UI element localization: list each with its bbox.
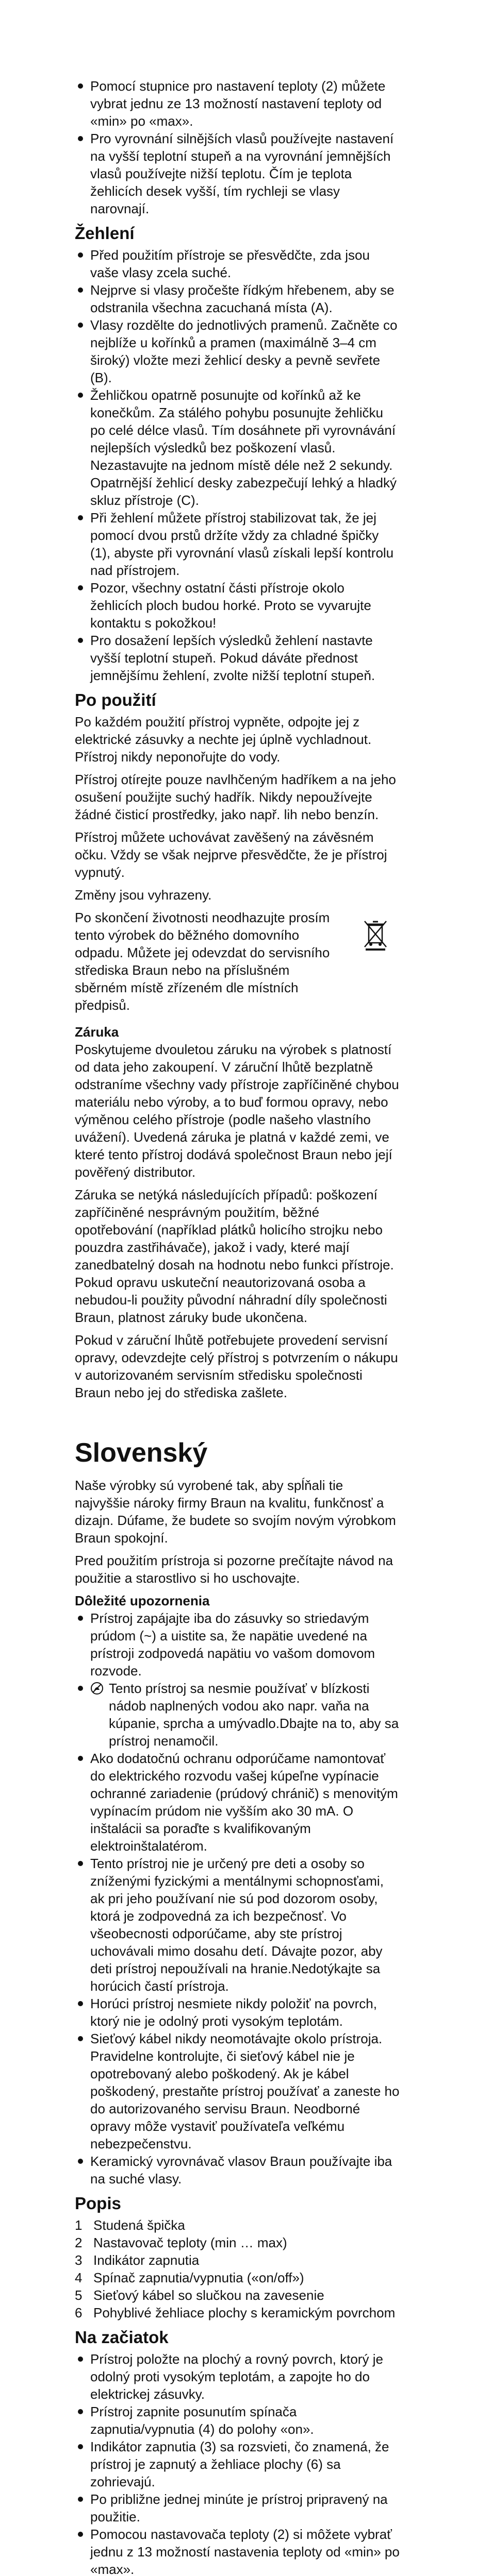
sk-cautions-list xyxy=(75,1609,400,2188)
slovak-section-title: Slovenský xyxy=(75,1438,208,1468)
paragraph: Záruka se netýká následujících případů: poškození zapříčiněné nesprávným použitím, běžné opotřebování (například plátků holicího strojku nebo pouzdra zastřihávače), jakož i vady, které mají zanedbatelný dosah na hodnotu nebo funkci přístroje. Pokud opravu uskuteční neautorizovaná osoba a nebudou-li použity původní náhradní díly společnosti Braun, platnost záruky bude ukončena. xyxy=(75,1187,394,1325)
item-text: Sieťový kábel so slučkou na zavesenie xyxy=(93,2287,324,2303)
item-text: Nastavovač teploty (min … max) xyxy=(93,2235,287,2250)
sk-description-list xyxy=(75,2216,400,2321)
list-item xyxy=(75,1680,400,1750)
item-number: 3 xyxy=(75,2252,83,2268)
paragraph: Po každém použití přístroj vypněte, odpojte jej z elektrické zásuvky a nechte jej úplně vychladnout. Přístroj nikdy neponořujte do vody. xyxy=(75,714,372,765)
item-text: Pohyblivé žehliace plochy s keramickým povrchom xyxy=(93,2305,396,2320)
list-item: Sieťový kábel nikdy neomotávajte okolo prístroja. Pravidelne kontrolujte, či sieťový kábel nie je opotrebovaný alebo poškodený. Ak je kábel poškodený, prestaňte prístroj používať a zaneste ho do autorizovaného servisu Braun. Neodborné opravy môže vystaviť používateľa veľkému nebezpečenstvu. xyxy=(75,2030,400,2153)
list-item: Keramický vyrovnávač vlasov Braun používajte iba na suché vlasy. xyxy=(75,2153,400,2188)
item-number: 4 xyxy=(75,2270,83,2285)
crossed-bin-icon xyxy=(362,919,389,951)
sk-getting-started-list xyxy=(75,2350,400,2576)
list-item: Vlasy rozdělte do jednotlivých pramenů. Začněte co nejblíže u kořínků a pramen (maximálně 3–4 cm široký) vložte mezi žehlicí desky a pevně sevřete (B). xyxy=(75,316,400,386)
list-item: Pozor, všechny ostatní části přístroje okolo žehlicích ploch budou horké. Proto se vyvarujte kontaktu s pokožkou! xyxy=(75,579,400,632)
cz-warranty-heading: Záruka xyxy=(75,1024,119,1040)
list-item: Pro dosažení lepších výsledků žehlení nastavte vyšší teplotní stupeň. Pokud dáváte přednost jemnějšímu žehlení, zvolte nižší teplotní stupeň. xyxy=(75,632,400,684)
paragraph: Naše výrobky sú vyrobené tak, aby spĺňali tie najvyššie nároky firmy Braun na kvalitu, funkčnosť a dizajn. Dúfame, že budete so svojím novým výrobkom Braun spokojní. xyxy=(75,1478,396,1546)
list-item: Pro vyrovnání silnějších vlasů používejte nastavení na vyšší teplotní stupeň a na vyrovnání jemnějších vlasů používejte nižší teplotu. Čím je teplota žehlicích desek vyšší, tím rychleji se vlasy narovnají. xyxy=(75,130,400,217)
cz-ironing-list xyxy=(75,246,400,684)
item-number: 5 xyxy=(75,2287,83,2303)
paragraph: Poskytujeme dvouletou záruku na výrobek s platností od data jeho zakoupení. V záruční lhůtě bezplatně odstraníme všechny vady přístroje zapříčiněné chybou materiálu nebo výroby, a to buď formou opravy, nebo výměnou celého přístroje (podle našeho vlastního uvážení). Uvedená záruka je platná v každé zemi, ve které tento přístroj dodává společnost Braun nebo její pověřený distributor. xyxy=(75,1042,399,1180)
paragraph: Pokud v záruční lhůtě potřebujete provedení servisní opravy, odevzdejte celý přístroj s potvrzením o nákupu v autorizovaném servisním středisku společnosti Braun nebo jej do střediska zašlete. xyxy=(75,1332,398,1400)
no-water-warning-icon xyxy=(90,1682,104,1695)
list-item xyxy=(75,2304,400,2321)
list-item: Před použitím přístroje se přesvědčte, zda jsou vaše vlasy zcela suché. xyxy=(75,246,400,281)
list-item: Prístroj zapájajte iba do zásuvky so striedavým prúdom (~) a uistite sa, že napätie uvedené na prístroji zodpovedá napätiu vo vašom domovom rozvode. xyxy=(75,1609,400,1680)
list-item: Pomocí stupnice pro nastavení teploty (2) můžete vybrat jednu ze 13 možností nastavení teploty od «min» po «max». xyxy=(75,77,400,130)
paragraph: Přístroj můžete uchovávat zavěšený na závěsném očku. Vždy se však nejprve přesvědčte, že je přístroj vypnutý. xyxy=(75,829,387,880)
warning-text: Tento prístroj sa nesmie používať v blízkosti nádob naplnených vodou ako napr. vaňa na kúpanie, sprcha a umývadlo.Dbajte na to, aby sa prístroj nenamočil. xyxy=(109,1681,399,1749)
list-item: Žehličkou opatrně posunujte od kořínků až ke konečkům. Za stálého pohybu posunujte žehličku po celé délce vlasů. Tím dosáhnete při vyrovnávání nejlepších výsledků bez poškození vlasů. Nezastavujte na jednom místě déle než 2 sekundy. Opatrnější žehlicí desky zabezpečují lehký a hladký skluz přístroje (C). xyxy=(75,386,400,509)
cz-top-list xyxy=(75,77,400,217)
list-item: Při žehlení můžete přístroj stabilizovat tak, že jej pomocí dvou prstů držíte vždy za chladné špičky (1), abyste při vyrovnání vlasů získali lepší kontrolu nad přístrojem. xyxy=(75,509,400,579)
list-item xyxy=(75,2286,400,2304)
list-item: Nejprve si vlasy pročešte řídkým hřebenem, aby se odstranila všechna zacuchaná místa (A). xyxy=(75,281,400,316)
text-column xyxy=(75,77,400,2576)
item-number: 1 xyxy=(75,2217,83,2233)
list-item xyxy=(75,2251,400,2269)
cz-after-use-heading: Po použití xyxy=(75,690,156,709)
item-text: Spínač zapnutia/vypnutia («on/off») xyxy=(93,2270,304,2285)
sk-cautions-heading: Dôležité upozornenia xyxy=(75,1593,210,1608)
list-item: Tento prístroj nie je určený pre deti a osoby so zníženými fyzickými a mentálnymi schopnosťami, ak pri jeho používaní nie sú pod dozorom osoby, ktorá je zodpovedná za ich bezpečnosť. Vo všeobecnosti odporúčame, aby ste prístroj uchovávali mimo dosahu detí. Dávajte pozor, aby deti prístroj nepoužívali na hranie.Nedotýkajte sa horúcich častí prístroja. xyxy=(75,1855,400,1995)
item-number: 2 xyxy=(75,2235,83,2250)
paragraph: Přístroj otírejte pouze navlhčeným hadříkem a na jeho osušení použijte suchý hadřík. Nikdy nepoužívejte žádné čisticí prostředky, jako např. lih nebo benzín. xyxy=(75,772,396,822)
cz-ironing-heading: Žehlení xyxy=(75,224,135,243)
item-text: Indikátor zapnutia xyxy=(93,2252,200,2268)
paragraph: Pred použitím prístroja si pozorne prečítajte návod na použitie a starostlivo si ho uschovajte. xyxy=(75,1553,393,1586)
sk-getting-started-heading: Na začiatok xyxy=(75,2328,169,2347)
list-item xyxy=(75,2216,400,2234)
disposal-text: Po skončení životnosti neodhazujte prosím tento výrobek do běžného domovního odpadu. Můžete jej odevzdat do servisního střediska Braun nebo na příslušném sběrném místě zřízeném dle místních předpisů. xyxy=(75,910,330,1013)
paragraph: Změny jsou vyhrazeny. xyxy=(75,887,212,903)
list-item: Indikátor zapnutia (3) sa rozsvieti, čo znamená, že prístroj je zapnutý a žehliace plochy (6) sa zohrievajú. xyxy=(75,2438,400,2490)
list-item xyxy=(75,2234,400,2251)
list-item: Horúci prístroj nesmiete nikdy položiť na povrch, ktorý nie je odolný proti vysokým teplotám. xyxy=(75,1995,400,2030)
section-spacer xyxy=(75,1406,400,1436)
item-text: Studená špička xyxy=(93,2217,185,2233)
list-item: Ako dodatočnú ochranu odporúčame namontovať do elektrického rozvodu vašej kúpeľne vypínacie ochranné zariadenie (prúdový chránič) s menovitým vypínacím prúdom nie vyšším ako 30 mA. O inštalácii sa poraďte s kvalifikovaným elektroinštalatérom. xyxy=(75,1750,400,1855)
list-item: Pomocou nastavovača teploty (2) si môžete vybrať jednu z 13 možností nastavenia teploty od «min» po «max». xyxy=(75,2526,400,2576)
list-item: Prístroj položte na plochý a rovný povrch, ktorý je odolný proti vysokým teplotám, a zapojte ho do elektrickej zásuvky. xyxy=(75,2350,400,2403)
sk-description-heading: Popis xyxy=(75,2194,121,2213)
list-item xyxy=(75,2269,400,2286)
list-item: Prístroj zapnite posunutím spínača zapnutia/vypnutia (4) do polohy «on». xyxy=(75,2403,400,2438)
list-item: Po približne jednej minúte je prístroj pripravený na použitie. xyxy=(75,2490,400,2526)
warning-line xyxy=(90,1680,400,1750)
item-number: 6 xyxy=(75,2305,83,2320)
cz-disposal-block xyxy=(75,909,400,1019)
